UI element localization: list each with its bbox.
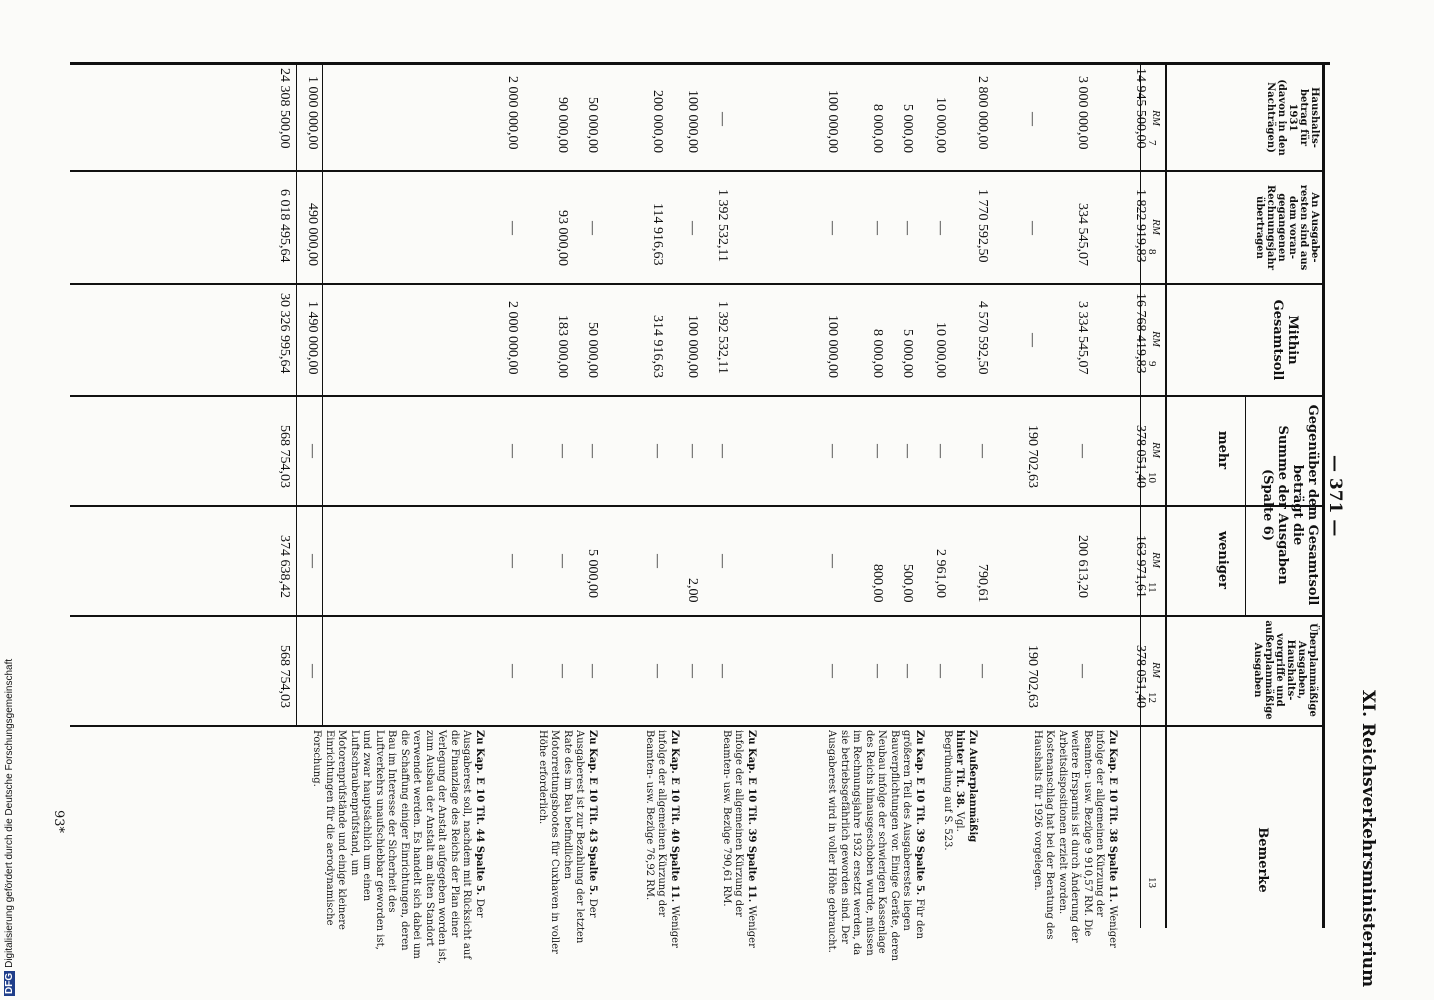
column-number: 13 — [1146, 877, 1158, 888]
table-cell: 2 961,00 — [933, 549, 948, 599]
table-cell: — — [685, 220, 700, 235]
table-cell: — — [505, 664, 520, 678]
group-divider — [1167, 505, 1245, 506]
table-cell: 8 000,00 — [870, 104, 885, 154]
remark-text: Weniger infolge der allgemeinen Kürzung der Beamten- usw. Bezüge 9 910,57 RM. Die weitere Ersparnis ist durch Änderung der Arbeitsdispositionen erzielt worden. Kostenanschlag hat bei der Beratung des Haushalts für 1926 vorgelegen. — [1032, 730, 1118, 948]
table-cell: 1 000 000,00 — [305, 75, 320, 150]
column-divider — [70, 395, 1322, 397]
remark-block — [1031, 730, 1119, 965]
remark-heading: Zu Kap. E 10 Tit. 39 Spalte 5. — [914, 730, 925, 899]
table-cell: — — [305, 554, 320, 568]
table-cell: 93 000,00 — [555, 210, 570, 267]
table-cell: 4 570 592,50 — [975, 300, 990, 375]
digitization-note: DFGDigitalisierung gefördert durch die Deutsche Forschungsgemeinschaft — [4, 658, 15, 994]
remark-block — [720, 730, 758, 965]
dfg-logo: DFG — [4, 972, 15, 994]
table-header-inner-rule — [1165, 62, 1167, 928]
header-total-target: Mithin Gesamtsoll — [1270, 299, 1300, 381]
table-cell: — — [1025, 220, 1040, 235]
unit-label: RM — [1150, 662, 1162, 678]
table-cell: 378 051,40 — [1133, 425, 1148, 488]
column-divider — [70, 725, 1322, 727]
table-cell: — — [900, 444, 915, 458]
table-cell: — — [1075, 664, 1090, 678]
table-cell: 200 613,20 — [1075, 535, 1090, 598]
table-cell: — — [715, 554, 730, 568]
table-cell: 3 334 545,07 — [1075, 300, 1090, 375]
table-cell: — — [715, 111, 730, 126]
page-number: — 371 — — [1325, 455, 1345, 537]
header-carryover: An Ausgabe- resten sind aus dem voran- gegangenen Rechnungsjahr übertragen — [1254, 184, 1320, 271]
table-cell: 100 000,00 — [825, 315, 840, 378]
table-cell: 16 768 419,83 — [1133, 293, 1148, 374]
column-number: 7 — [1146, 139, 1158, 145]
remark-text: Der Ausgaberest soll, nachdem mit Rücksicht auf die Finanzlage des Reichs der Plan einer Verlegung der Anstalt aufgegeben worden ist, zum Ausbau der Anstalt am alten Standort verwendet werden. Es handelt sich dabei um die Schaffung einiger Einrichtungen, deren Bau im Interesse der Sicherheit des Luftverkehrs unaufschiebbar geworden ist, und zwar hauptsächlich um einen Luftschraubenprüfstand, um Motorenprüfstände und einige kleinere Einrichtungen für die aerodynamische Forschung. — [311, 730, 485, 964]
table-cell: 190 702,63 — [1025, 645, 1040, 708]
column-number: 9 — [1146, 361, 1158, 367]
table-cell: 490 000,00 — [305, 203, 320, 266]
unit-label: RM — [1150, 552, 1162, 568]
table-cell: — — [870, 664, 885, 678]
remark-block — [310, 730, 485, 965]
column-number: 8 — [1146, 248, 1158, 254]
remark-heading: Zu Kap. E 10 Tit. 39 Spalte 11. — [746, 730, 757, 906]
table-cell: 2 000 000,00 — [505, 75, 520, 150]
header-less: weniger — [1215, 530, 1230, 590]
total-cell: 30 326 995,64 — [277, 293, 292, 374]
table-cell: 200 000,00 — [650, 90, 665, 153]
table-cell: 2 800 000,00 — [975, 75, 990, 150]
unit-label: RM — [1150, 218, 1162, 235]
table-cell: — — [650, 554, 665, 568]
table-cell: — — [825, 220, 840, 235]
table-cell: 1 392 532,11 — [715, 188, 730, 262]
remark-block — [825, 730, 925, 965]
header-more: mehr — [1215, 430, 1230, 470]
table-cell: 5 000,00 — [900, 104, 915, 154]
table-cell: 2 000 000,00 — [505, 300, 520, 375]
table-cell: — — [650, 444, 665, 458]
total-rule — [296, 65, 297, 725]
table-cell: 14 945 500,00 — [1133, 68, 1148, 149]
table-cell: 1 770 592,50 — [975, 188, 990, 263]
column-divider — [70, 283, 1322, 285]
unit-label: RM — [1150, 109, 1162, 126]
table-cell: — — [715, 444, 730, 458]
table-cell: — — [825, 444, 840, 458]
remark-heading: Zu Kap. E 10 Tit. 44 Spalte 5. — [474, 730, 485, 899]
table-cell: — — [870, 444, 885, 458]
table-cell: 90 000,00 — [555, 97, 570, 154]
table-cell: — — [585, 220, 600, 235]
table-cell: — — [585, 664, 600, 678]
remark-block — [536, 730, 599, 965]
table-cell: 2,00 — [685, 578, 700, 603]
remark-heading: Zu Außerplanmäßig hinter Tit. 38. — [954, 730, 978, 843]
remark-heading: Zu Kap. E 10 Tit. 40 Spalte 11. — [669, 730, 680, 906]
total-cell: 374 638,42 — [277, 535, 292, 598]
table-cell: 5 000,00 — [585, 549, 600, 599]
table-cell: 800,00 — [870, 563, 885, 603]
table-cell: — — [825, 664, 840, 678]
table-cell: 10 000,00 — [933, 97, 948, 154]
table-header-outer-rule — [1322, 62, 1325, 928]
remark-text: Weniger infolge der allgemeinen Kürzung der Beamten- usw. Bezüge 790,61 RM. — [721, 730, 757, 948]
remark-block — [643, 730, 681, 965]
remark-text: Weniger infolge der allgemeinen Kürzung der Beamten- usw. Bezüge 76,92 RM. — [644, 730, 680, 948]
total-cell: 6 018 495,64 — [277, 188, 292, 263]
table-cell: — — [505, 554, 520, 568]
total-cell: 568 754,03 — [277, 425, 292, 488]
table-cell: 1 822 919,83 — [1133, 188, 1148, 263]
table-cell: 790,61 — [975, 563, 990, 603]
table-cell: 378 051,40 — [1133, 645, 1148, 708]
table-top-rule — [70, 62, 1330, 65]
remark-text: Für den größeren Teil des Ausgaberestes liegen Bauverpflichtungen vor. Einige Geräte, deren Neubau infolge der schwierigen Kassenlage des Reichs hinausgeschoben wurde, müssen im Rechnungsjahre 1932 ersetzt werden, da sie betriebsgefährlich geworden sind. Der Ausgaberest wird in voller Höhe gebraucht. — [826, 730, 925, 961]
remark-block — [941, 730, 979, 880]
table-cell: — — [975, 444, 990, 458]
table-cell: 10 000,00 — [933, 322, 948, 379]
table-cell: 100 000,00 — [685, 90, 700, 153]
table-cell: — — [1025, 333, 1040, 347]
total-cell: 24 308 500,00 — [277, 68, 292, 149]
table-cell: — — [900, 664, 915, 678]
table-cell: 1 392 532,11 — [715, 300, 730, 374]
table-cell: — — [650, 664, 665, 678]
table-cell: 100 000,00 — [685, 315, 700, 378]
group-header-rule — [1245, 395, 1246, 615]
table-cell: — — [555, 664, 570, 678]
table-cell: 100 000,00 — [825, 90, 840, 153]
table-cell: — — [1025, 111, 1040, 126]
header-unplanned: Überplanmäßige Ausgaben, Haushalts- vorgriffe und außerplanmäßige Ausgaben — [1252, 620, 1318, 720]
table-cell: — — [505, 444, 520, 458]
remark-text: Vgl. Begründung auf S. 523. — [942, 730, 966, 851]
table-cell: — — [715, 664, 730, 678]
table-cell: 183 000,00 — [555, 315, 570, 378]
table-cell: 500,00 — [900, 563, 915, 603]
table-cell: — — [870, 220, 885, 235]
column-divider — [70, 505, 1322, 507]
remark-text: Der Ausgaberest ist zur Bezahlung der letzten Rate des im Bau befindlichen Motorrettungsbootes für Cuxhaven in voller Höhe erforderlich. — [537, 730, 598, 954]
table-cell: 50 000,00 — [585, 322, 600, 379]
table-cell: — — [305, 664, 320, 678]
column-number: 11 — [1146, 582, 1158, 593]
column-number: 12 — [1146, 692, 1158, 703]
header-comparison-group: Gegenüber dem Gesamtsoll beträgt die Summe der Ausgaben (Spalte 6) — [1260, 404, 1320, 606]
table-cell: — — [900, 220, 915, 235]
table-cell: — — [685, 664, 700, 678]
table-cell: — — [1075, 444, 1090, 458]
table-cell: 8 000,00 — [870, 329, 885, 379]
table-cell: — — [933, 220, 948, 235]
table-cell: 1 490 000,00 — [305, 300, 320, 375]
unit-label: RM — [1150, 331, 1162, 347]
section-title: XI. Reichsverkehrsministerium — [1358, 690, 1378, 988]
table-cell: — — [305, 444, 320, 458]
table-cell: 50 000,00 — [585, 97, 600, 154]
table-cell: — — [555, 554, 570, 568]
table-cell: — — [685, 444, 700, 458]
table-cell: 314 916,63 — [650, 315, 665, 378]
remark-heading: Zu Kap. E 10 Tit. 38 Spalte 11. — [1107, 730, 1118, 906]
table-cell: — — [975, 664, 990, 678]
header-remarks: Bemerke — [1255, 827, 1270, 893]
footer-page-mark: 93* — [51, 810, 66, 834]
table-cell: — — [933, 664, 948, 678]
column-divider — [70, 170, 1322, 172]
table-cell: 3 000 000,00 — [1075, 75, 1090, 150]
table-cell: — — [933, 444, 948, 458]
table-cell: 190 702,63 — [1025, 425, 1040, 488]
table-cell: 334 545,07 — [1075, 203, 1090, 266]
table-cell: 5 000,00 — [900, 329, 915, 379]
table-cell: 163 971,61 — [1133, 535, 1148, 598]
column-number: 10 — [1146, 472, 1158, 483]
table-cell: 114 916,63 — [650, 203, 665, 266]
header-budget-1931: Haushalts- betrag für 1931 (davon in den Nachträgen) — [1265, 79, 1320, 156]
total-cell: 568 754,03 — [277, 645, 292, 708]
total-rule — [322, 65, 323, 725]
remark-heading: Zu Kap. E 10 Tit. 43 Spalte 5. — [587, 730, 598, 899]
table-cell: — — [585, 444, 600, 458]
table-cell: — — [555, 444, 570, 458]
column-divider — [70, 615, 1322, 617]
table-cell: — — [825, 554, 840, 568]
table-cell: — — [505, 220, 520, 235]
unit-label: RM — [1150, 442, 1162, 458]
